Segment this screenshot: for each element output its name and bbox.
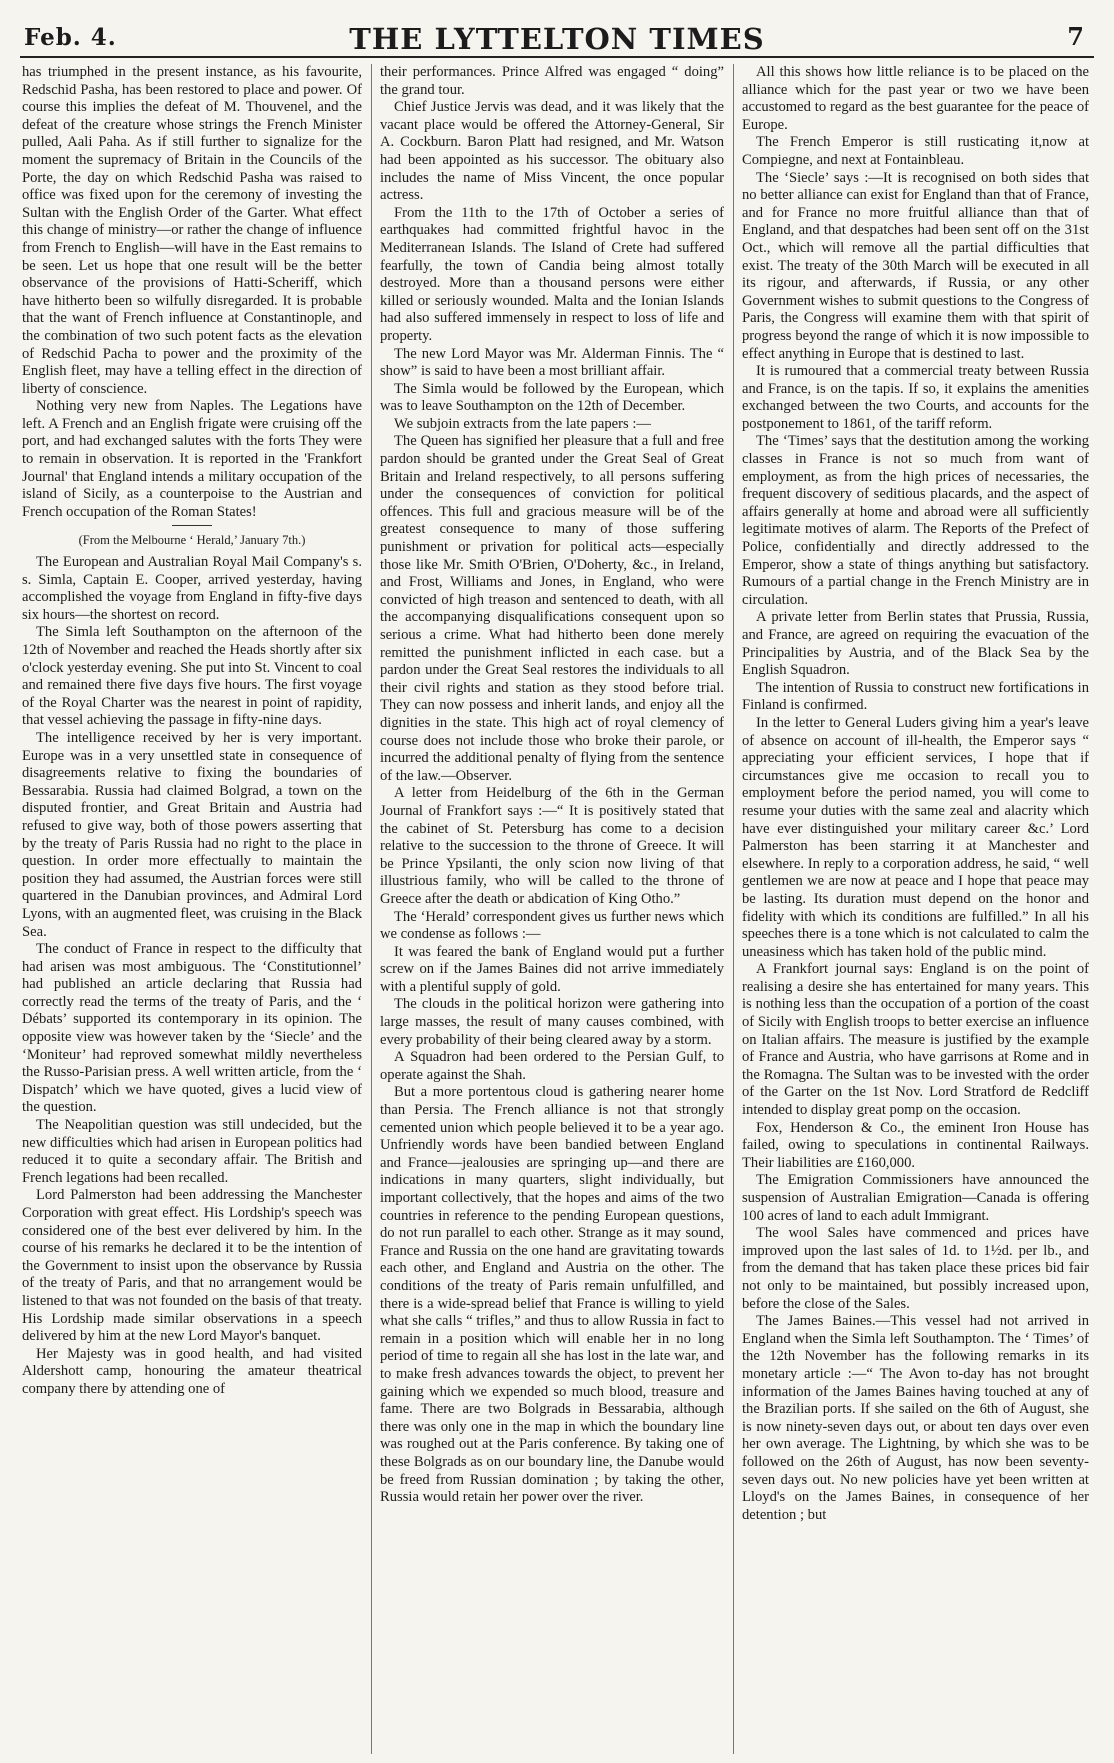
paragraph: A Frankfort journal says: England is on the point of realising a desire she has entertained for many years. This is nothing less than the occupation of a portion of the coast of Sicily with English troops to better exercise an influence on Italian affairs. The measure is justified by the example of France and Austria, who have garrisons at Rome and in the Romagna. The Sultan was to be invested with the order of the Garter on the 1st Nov. Lord Stratford de Redcliff intended to display great pomp on the occasion. bbox=[742, 961, 1089, 1119]
paragraph: All this shows how little reliance is to be placed on the alliance which for the past year or two we have been accustomed to regard as the best guarantee for the peace of Europe. bbox=[742, 64, 1089, 133]
column-rule bbox=[733, 64, 734, 1754]
column-2 bbox=[380, 64, 724, 1754]
paragraph: The conduct of France in respect to the difficulty that had arisen was most ambiguous. The ‘Constitutionnel’ had published an article declaring that Russia had correctly read the terms of the treaty of Paris, and the ‘ Débats’ supported its contemporary in its opinion. The opposite view was however taken by the ‘Siecle’ and the ‘Moniteur’ had reproved somewhat mildly nevertheless the Russo-Parisian press. A well written article, from the ‘ Dispatch’ which we have quoted, gives a lucid view of the question. bbox=[22, 941, 362, 1116]
page-number: 7 bbox=[1067, 22, 1084, 51]
paragraph: It was feared the bank of England would put a further screw on if the James Baines did not arrive immediately with a plentiful supply of gold. bbox=[380, 943, 724, 995]
section-divider bbox=[172, 525, 212, 526]
source-credit: (From the Melbourne ‘ Herald,’ January 7th.) bbox=[78, 533, 306, 548]
paragraph: The European and Australian Royal Mail Company's s. s. Simla, Captain E. Cooper, arrived yesterday, having accomplished the voyage from England in fifty-five days six hours—the shortest on record. bbox=[22, 554, 362, 623]
paragraph: The ‘Siecle’ says :—It is recognised on both sides that no better alliance can exist for England than that of France, and for France no more fruitful alliance than that of England, and that despatches had been sent off on the 31st Oct., which will remove all the partial difficulties that exist. The treaty of the 30th March will be executed in all its rigour, and afterwards, if Russia, or any other Government wishes to submit questions to the Congress of Paris, the Congress will examine them with that spirit of progress beyond the range of which it is now impossible to effect anything in Europe that is destined to last. bbox=[742, 169, 1089, 362]
paragraph: Fox, Henderson & Co., the eminent Iron House has failed, owing to speculations in continental Railways. Their liabilities are £160,000. bbox=[742, 1119, 1089, 1171]
paragraph: In the letter to General Luders giving him a year's leave of absence on account of ill-health, the Emperor says “ appreciating your efficient services, I hope that if circumstances give me occasion to recall you to employment before the period named, you will come to resume your duties with the same zeal and alacrity which have ever distinguished your military career &c.’ Lord Palmerston has been starring it at Manchester and elsewhere. In reply to a corporation address, he said, “ well gentlemen we are now at peace and I hope that peace may be lasting. Its duration must depend on the honor and fidelity with which its conditions are fulfilled.” In all his speeches there is a tone which is not calculated to calm the uneasiness which has taken hold of the public mind. bbox=[742, 714, 1089, 960]
column-3 bbox=[742, 64, 1089, 1754]
paragraph: It is rumoured that a commercial treaty between Russia and France, is on the tapis. If so, it explains the amenities exchanged between the two Courts, and accounts for the postponement to 1861, of the tariff reform. bbox=[742, 363, 1089, 432]
paragraph: Chief Justice Jervis was dead, and it was likely that the vacant place would be offered the Attorney-General, Sir A. Cockburn. Baron Platt had resigned, and Mr. Watson had been appointed as his successor. The obituary also includes the name of Miss Vincent, the once popular actress. bbox=[380, 99, 724, 204]
paragraph: A private letter from Berlin states that Prussia, Russia, and France, are agreed on requiring the evacuation of the Principalities by Austria, and of the Black Sea by the English Squadron. bbox=[742, 609, 1089, 679]
paragraph: The intention of Russia to construct new fortifications in Finland is confirmed. bbox=[742, 679, 1089, 714]
paragraph: Nothing very new from Naples. The Legations have left. A French and an English frigate were cruising off the port, and had exchanged salutes with the forts They were to remain in observation. It is reported in the 'Frankfort Journal' that England intends a military occupation of the island of Sicily, as a counterpoise to the Austrian and French occupation of the Roman States! bbox=[22, 398, 362, 520]
paragraph: The Simla left Southampton on the afternoon of the 12th of November and reached the Heads shortly after six o'clock yesterday evening. She put into St. Vincent to coal and remained there five days five hours. The first voyage of the Royal Charter was the nearest in point of rapidity, that vessel achieving the passage in fifty-nine days. bbox=[22, 624, 362, 729]
paragraph: The ‘Herald’ correspondent gives us further news which we condense as follows :— bbox=[380, 908, 724, 943]
paragraph: The ‘Times’ says that the destitution among the working classes in France is not so much from want of employment, as from the high prices of necessaries, the frequent discovery of seditious placards, and the aspect of affairs generally at home and abroad were all sufficiently legitimate motives of alarm. The Reports of the Prefect of Police, confidentially and directly addressed to the Emperor, show a state of things anything but satisfactory. Rumours of a partial change in the French Ministry are in circulation. bbox=[742, 433, 1089, 608]
paragraph: From the 11th to the 17th of October a series of earthquakes had committed frightful havoc in the Mediterranean Islands. The Island of Crete had suffered fearfully, the town of Candia being almost totally destroyed. More than a thousand persons were either killed or seriously wounded. Malta and the Ionian Islands had also suffered immensely in respect to loss of life and property. bbox=[380, 204, 724, 344]
paragraph: We subjoin extracts from the late papers :— bbox=[394, 415, 651, 432]
masthead bbox=[20, 8, 1094, 58]
column-rule bbox=[371, 64, 372, 1754]
paragraph: has triumphed in the present instance, as his favourite, Redschid Pasha, has been restored to place and power. Of course this implies the defeat of M. Thouvenel, and the defeat of the creature whose strings the French Minister pulled, Aali Paha. As if still further to signalize for the moment the supremacy of Britain in the Councils of the Porte, the day on which Redschid Pasha was raised to office was fixed upon for the ceremony of investing the Sultan with the English Order of the Garter. What effect this change of ministry—or rather the change of influence from French to English—will have in the East remains to be seen. Let us hope that one result will be the better observance of the provisions of Hatti-Scheriff, which have hitherto been so wilfully disregarded. It is probable that the want of French influence at Constantinople, and the combination of two such potent facts as the elevation of Redschid Pacha to power and the proximity of the English fleet, may have a telling effect in the direction of liberty of conscience. bbox=[22, 64, 362, 397]
paragraph: The wool Sales have commenced and prices have improved upon the last sales of 1d. to 1½d. per lb., and from the demand that has taken place these prices bid fair not only to be maintained, but possibly increased upon, before the close of the Sales. bbox=[742, 1225, 1089, 1312]
paragraph: their performances. Prince Alfred was engaged “ doing” the grand tour. bbox=[380, 64, 724, 98]
paragraph: Her Majesty was in good health, and had visited Aldershott camp, honouring the amateur theatrical company there by attending one of bbox=[22, 1345, 362, 1397]
paragraph: The Simla would be followed by the European, which was to leave Southampton on the 12th of December. bbox=[380, 380, 724, 415]
paragraph: Lord Palmerston had been addressing the Manchester Corporation with great effect. His Lordship's speech was considered one of the best ever delivered by him. In the course of his remarks he declared it to be the intention of the Government to insist upon the observance by Russia of the treaty of Paris, and that no arrangement would be listened to that was not founded on the basis of that treaty. His Lordship made similar observations in a speech delivered by him at the new Lord Mayor's banquet. bbox=[22, 1187, 362, 1345]
paragraph: The clouds in the political horizon were gathering into large masses, the result of many causes combined, with every probability of their being cleared away by a storm. bbox=[380, 996, 724, 1048]
paragraph: A Squadron had been ordered to the Persian Gulf, to operate against the Shah. bbox=[380, 1049, 724, 1083]
paragraph: The intelligence received by her is very important. Europe was in a very unsettled state in consequence of disagreements relative to fixing the boundaries of Bessarabia. Russia had claimed Bolgrad, a town on the disputed frontier, and Great Britain and Austria had refused to give way, both of those powers asserting that by the treaty of Paris Russia had no right to the place in question. In order more effectually to maintain the position they had assumed, the Austrian forces were still quartered in the Danubian provinces, and Admiral Lord Lyons, with an augmented fleet, was cruising in the Black Sea. bbox=[22, 729, 362, 940]
issue-date: Feb. 4. bbox=[24, 24, 117, 51]
paragraph: The James Baines.—This vessel had not arrived in England when the Simla left Southampton. The ‘ Times’ of the 12th November has the following remarks in its monetary article :—“ The Avon to-day has not brought information of the James Baines having touched at any of the Brazilian ports. If she sailed on the 6th of August, she is now ninety-seven days out, or about ten days over even her own average. The Lightning, by which she was to be followed on the 26th of August, has now been seventy-seven days out. No new policies have yet been written at Lloyd's on the James Baines, in consequence of her detention ; but bbox=[742, 1313, 1089, 1523]
paragraph: But a more portentous cloud is gathering nearer home than Persia. The French alliance is not that strongly cemented union which people believed it to be a year ago. Unfriendly words have been bandied between England and France—jealousies are springing up—and there are indications in many quarters, slight individually, but important collectively, that the hopes and aims of the two countries in reference to the pending European questions, do not run parallel to each other. Strange as it may sound, France and Russia on the one hand are gravitating towards each other, and England and Austria on the other. The conditions of the treaty of Paris remain unfulfilled, and there is a wide-spread belief that France is willing to yield what she calls “ trifles,” and thus to allow Russia in fact to remain in a position which will enable her in no long period of time to regain all she has lost in the late war, and to make fresh advances towards the object, to prevent her gaining which we expended so much blood, treasure and fame. There are two Bolgrads in Bessarabia, although there was only one in the map in which the boundary line was roughed out at the Paris conference. By taking one of these Bolgrads as on our boundary line, the Danube would be freed from Russian domination ; by taking the other, Russia would retain her power over the river. bbox=[380, 1084, 724, 1506]
paragraph: A letter from Heidelburg of the 6th in the German Journal of Frankfort says :—“ It is positively stated that the cabinet of St. Petersburg has come to a decision relative to the succession to the throne of Greece. It will be Prince Ypsilanti, the only scion now living of that illustrious family, who will be called to the throne of Greece after the death or abdication of King Otho.” bbox=[380, 785, 724, 907]
column-1 bbox=[22, 64, 362, 1754]
paragraph: The Emigration Commissioners have announced the suspension of Australian Emigration—Canada is offering 100 acres of land to each adult Immigrant. bbox=[742, 1172, 1089, 1224]
paragraph: The French Emperor is still rusticating it,now at Compiegne, and next at Fontainbleau. bbox=[742, 134, 1089, 168]
newspaper-title: THE LYTTELTON TIMES bbox=[349, 22, 765, 56]
paragraph: The Neapolitian question was still undecided, but the new difficulties which had arisen in European politics had reduced it to quite a secondary affair. The British and French legations had been recalled. bbox=[22, 1117, 362, 1186]
paragraph: The new Lord Mayor was Mr. Alderman Finnis. The “ show” is said to have been a most brilliant affair. bbox=[380, 345, 724, 380]
paragraph: The Queen has signified her pleasure that a full and free pardon should be granted under the Great Seal of Great Britain and Ireland respectively, to all persons suffering under the consequences of conviction for political offences. This full and gracious measure will be of the greatest consequence to many of those suffering punishment or privation for political acts—especially those like Mr. Smith O'Brien, O'Doherty, &c., in Ireland, and Frost, Williams and Jones, in England, who were convicted of high treason and sentenced to death, with all the accompanying disqualifications consequent upon so serious a crime. What had hitherto been done merely remitted the punishment inflicted in each case. but a pardon under the Great Seal restores the individuals to all their civil rights and station as they stood before trial. They can now possess and inherit lands, and enjoy all the dignities in the state. This high act of royal clemency of course does not include those who broke their parole, or incurred the additional penalty of flying from the sentence of the law.—Observer. bbox=[380, 433, 724, 784]
